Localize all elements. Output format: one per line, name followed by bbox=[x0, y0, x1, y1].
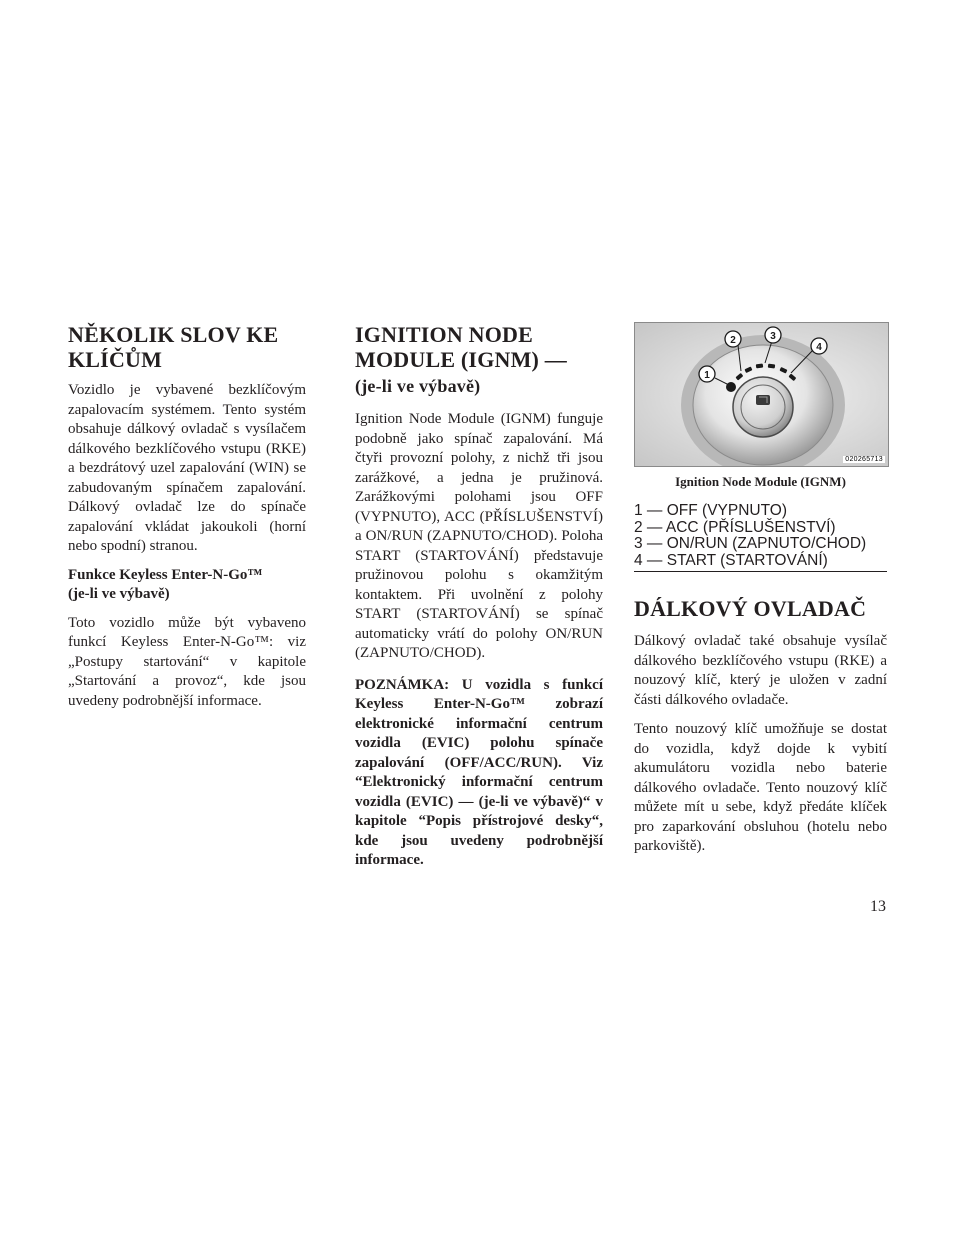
legend-item-run: 3 — ON/RUN (ZAPNUTO/CHOD) bbox=[634, 535, 867, 552]
middle-column bbox=[355, 322, 603, 871]
callout-4 bbox=[811, 338, 827, 354]
callout-4-label: 4 bbox=[816, 342, 822, 353]
ignm-paragraph: Ignition Node Module (IGNM) funguje podobně jako spínač zapalování. Má čtyři provozní polohy, z nichž tři jsou zarážkové, a jedna je pružinová. Zarážkovými polohami jsou OFF (VYPNUTO), ACC (PŘÍSLUŠENSTVÍ) a ON/RUN (ZAPNUTO/CHOD). Poloha START (STARTOVÁNÍ) představuje pružinovou polohu s okamžitým kontaktem. Při uvolnění z polohy START (STARTOVÁNÍ) se spínač automaticky vrátí do polohy ON/RUN (ZAPNUTO/CHOD). bbox=[355, 411, 603, 661]
callout-2 bbox=[725, 331, 741, 347]
legend-item-acc: 2 — ACC (PŘÍSLUŠENSTVÍ) bbox=[634, 518, 836, 536]
ignition-module-figure bbox=[634, 322, 889, 467]
ignm-heading-line2: MODULE (IGNM) — bbox=[355, 347, 567, 372]
page-number: 13 bbox=[870, 898, 886, 915]
remote-heading: DÁLKOVÝ OVLADAČ bbox=[634, 596, 867, 621]
callout-1-label: 1 bbox=[704, 370, 710, 381]
remote-paragraph-2: Tento nouzový klíč umožňuje se dostat do vozidla, když dojde k vybití akumulátoru vozidla nebo baterie dálkového ovladače. Tento nouzový klíč můžete mít u sebe, když předáte klíček pro zaparkování obsluhou (hotelu nebo parkoviště). bbox=[634, 721, 887, 854]
ignition-switch-illustration bbox=[635, 323, 888, 466]
right-column bbox=[634, 322, 887, 857]
positions-legend bbox=[634, 503, 887, 572]
keys-heading bbox=[68, 322, 306, 372]
keys-heading-line2: KLÍČŮM bbox=[68, 347, 163, 372]
keys-paragraph: Vozidlo je vybavené bezklíčovým zapalovacím systémem. Tento systém obsahuje dálkový ovladač s vysílačem dálkového bezklíčového vstupu (RKE) a bezdrátový uzel zapalování (WIN) se zabudovaným spínačem zapalování. Dálkový ovladač lze do spínače zapalování vkládat jakoukoli (horní nebo spodní) stranou. bbox=[68, 382, 306, 554]
figure-caption: Ignition Node Module (IGNM) bbox=[675, 474, 846, 489]
ignm-note: POZNÁMKA: U vozidla s funkcí Keyless Enter-N-Go™ zobrazí elektronické informační centrum vozidla (EVIC) polohu spínače zapalování (OFF/ACC/RUN). Viz “Elektronický informační centrum vozidla (EVIC) — (je-li ve výbavě)“ v kapitole “Popis přístrojové desky“, kde jsou uvedeny podrobnější informace. bbox=[355, 676, 603, 868]
figure-code: 020265713 bbox=[845, 456, 883, 463]
callout-2-label: 2 bbox=[730, 335, 736, 346]
keyless-subheading-line2: (je-li ve výbavě) bbox=[68, 586, 170, 602]
callout-3-label: 3 bbox=[770, 331, 776, 342]
callout-1 bbox=[699, 366, 715, 382]
callout-3 bbox=[765, 327, 781, 343]
ignm-heading bbox=[355, 322, 603, 398]
legend-item-start: 4 — START (STARTOVÁNÍ) bbox=[634, 551, 828, 569]
keyless-subheading bbox=[68, 566, 306, 605]
position-dot-off bbox=[726, 382, 736, 392]
remote-paragraph-1: Dálkový ovladač také obsahuje vysílač dálkového bezklíčového vstupu (RKE) a nouzový klíč, který je uložen v zadní části dálkového ovladače. bbox=[634, 633, 887, 708]
ignm-heading-line3: (je-li ve výbavě) bbox=[355, 376, 481, 396]
left-column bbox=[68, 322, 306, 711]
keys-heading-line1: NĚKOLIK SLOV KE bbox=[68, 322, 279, 347]
switch-knob bbox=[733, 377, 793, 437]
ignm-heading-line1: IGNITION NODE bbox=[355, 322, 534, 347]
keyless-paragraph: Toto vozidlo může být vybaveno funkcí Keyless Enter-N-Go™: viz „Postupy startování“ v kapitole „Startování a provoz“, kde jsou uvedeny podrobnější informace. bbox=[68, 614, 306, 709]
legend-item-off: 1 — OFF (VYPNUTO) bbox=[634, 502, 788, 519]
keyless-subheading-line1: Funkce Keyless Enter-N-Go™ bbox=[68, 566, 263, 583]
